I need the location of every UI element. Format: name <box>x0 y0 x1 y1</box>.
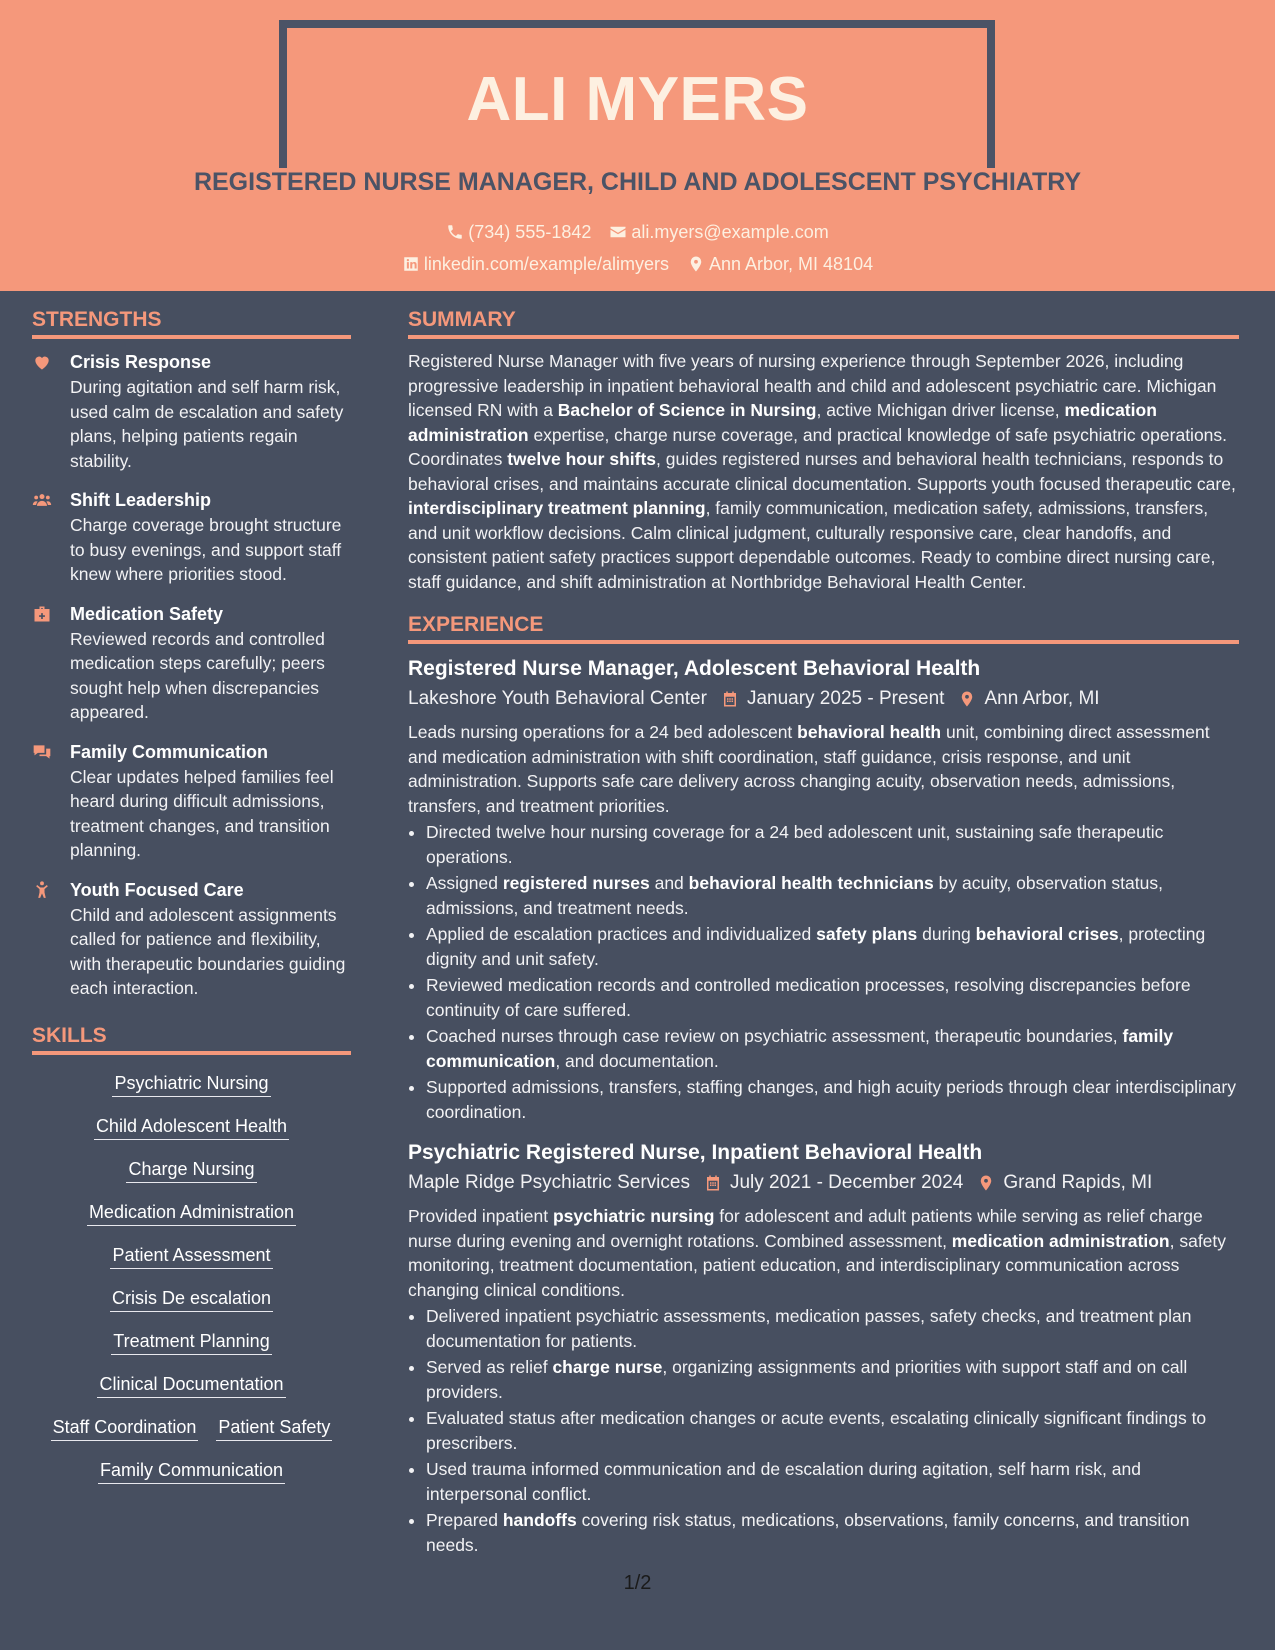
emphasis-text: behavioral crises <box>975 924 1119 944</box>
text-segment: , protecting dignity and unit safety. <box>426 924 1206 969</box>
emphasis-text: psychiatric nursing <box>552 1206 715 1226</box>
emphasis-text: behavioral health <box>797 722 942 742</box>
skill-tag: Staff Coordination <box>51 1415 199 1441</box>
job-description <box>408 720 1239 818</box>
text-segment: Applied de escalation practices and individualized <box>426 924 817 944</box>
page-number: 1/2 <box>623 1572 652 1594</box>
email-contact[interactable] <box>609 220 828 244</box>
job-bullet <box>426 1508 1239 1557</box>
strength-name: Youth Focused Care <box>70 879 244 900</box>
text-segment: unit, combining direct assessment and medication administration with shift coordination, staff guidance, crisis response, and unit administration. Supports safe care delivery across changing acuity, observation needs, admissions, transfers, and treatment priorities. <box>408 722 1210 816</box>
job-bullet <box>426 1075 1239 1124</box>
calendar-icon <box>721 690 739 708</box>
skill-tag: Treatment Planning <box>111 1329 271 1355</box>
strength-item <box>32 349 351 473</box>
text-segment: , guides registered nurses and behavioral health technicians, responds to behavioral crises, and maintains accurate clinical documentation. Supports youth focused therapeutic care, <box>408 449 1236 494</box>
job-entry <box>408 654 1239 1124</box>
chat-icon <box>32 739 70 863</box>
strength-name: Medication Safety <box>70 603 224 624</box>
text-segment: Provided inpatient <box>408 1206 553 1226</box>
job-bullet <box>426 871 1239 920</box>
skill-row <box>32 1200 351 1226</box>
job-bullets <box>408 1304 1239 1557</box>
job-bullet <box>426 1024 1239 1073</box>
phone-icon <box>446 223 464 241</box>
emphasis-text: twelve hour shifts <box>507 449 657 469</box>
job-meta <box>408 684 1239 714</box>
text-segment: , active Michigan driver license, <box>816 400 1065 420</box>
medkit-icon <box>32 601 70 725</box>
dates-text: July 2021 - December 2024 <box>729 1172 964 1193</box>
strength-description: Child and adolescent assignments called for patience and flexibility, with therapeutic boundaries guiding each interaction. <box>70 904 346 998</box>
emphasis-text: medication administration <box>951 1230 1170 1251</box>
emphasis-text: handoffs <box>502 1510 577 1530</box>
strength-description: Reviewed records and controlled medication steps carefully; peers sought help when discrepancies appeared. <box>70 628 325 722</box>
text-segment: for adolescent and adult patients while serving as relief charge nurse during evening and overnight rotations. Combined assessment, <box>408 1206 1203 1251</box>
text-segment: Delivered inpatient psychiatric assessments, medication passes, safety checks, and treatment plan documentation for patients. <box>426 1306 1192 1351</box>
job-company <box>408 684 707 714</box>
text-segment: Prepared <box>426 1510 503 1530</box>
location-text: Ann Arbor, MI 48104 <box>708 254 874 274</box>
job-description <box>408 1204 1239 1302</box>
emphasis-text: interdisciplinary treatment planning <box>408 498 706 518</box>
skill-row <box>32 1157 351 1183</box>
job-bullet <box>426 1304 1239 1353</box>
text-segment: Registered Nurse Manager with five years of nursing experience through September 2026, including progressive leadership in inpatient behavioral health and child and adolescent psychiatric care. Michigan licensed RN with a <box>408 351 1217 420</box>
strength-description: During agitation and self harm risk, used calm de escalation and safety plans, helping patients regain stability. <box>70 377 344 471</box>
text-segment: Assigned <box>426 873 503 893</box>
skill-tag: Clinical Documentation <box>97 1372 285 1398</box>
text-segment: during <box>917 924 976 944</box>
text-segment: Supported admissions, transfers, staffing changes, and high acuity periods through clear interdisciplinary coordination. <box>426 1077 1236 1122</box>
emphasis-text: family communication <box>426 1026 1174 1071</box>
job-location <box>977 1168 1152 1198</box>
job-location <box>958 684 1099 714</box>
strength-description: Charge coverage brought structure to busy evenings, and support staff knew where priorities stood. <box>70 515 342 584</box>
contact-line-1 <box>0 220 1275 244</box>
calendar-icon <box>704 1174 722 1192</box>
strength-item <box>32 877 351 1001</box>
left-column <box>32 305 351 1501</box>
company-name: Lakeshore Youth Behavioral Center <box>408 688 707 709</box>
emphasis-text: Bachelor of Science in Nursing <box>557 400 817 420</box>
strength-description: Clear updates helped families feel heard during difficult admissions, treatment changes, and transition planning. <box>70 766 334 860</box>
text-segment: by acuity, observation status, admissions, and treatment needs. <box>426 873 1163 918</box>
emphasis-text: charge nurse <box>552 1357 663 1377</box>
text-segment: Used trauma informed communication and de escalation during agitation, self harm risk, and interpersonal conflict. <box>426 1459 1141 1504</box>
strength-name: Family Communication <box>70 741 269 762</box>
skill-row <box>32 1458 351 1484</box>
job-bullets <box>408 820 1239 1124</box>
text-segment: Served as relief <box>426 1357 553 1377</box>
experience-title: EXPERIENCE <box>408 610 1239 644</box>
skill-tag: Crisis De escalation <box>110 1286 273 1312</box>
job-dates <box>704 1168 963 1198</box>
job-bullet <box>426 1457 1239 1506</box>
strengths-list <box>32 349 351 1001</box>
skill-tag: Psychiatric Nursing <box>112 1071 270 1097</box>
skill-row <box>32 1372 351 1398</box>
strengths-title: STRENGTHS <box>32 305 351 339</box>
strength-item <box>32 739 351 863</box>
skill-tag: Medication Administration <box>87 1200 296 1226</box>
job-dates <box>721 684 945 714</box>
text-segment: and <box>649 873 689 893</box>
skill-row <box>32 1114 351 1140</box>
text-segment: covering risk status, medications, observations, family concerns, and transition needs. <box>426 1510 1190 1555</box>
emphasis-text: safety plans <box>816 924 918 944</box>
text-segment: , and documentation. <box>555 1050 719 1071</box>
phone-contact[interactable] <box>446 220 591 244</box>
skill-tag: Patient Assessment <box>110 1243 272 1269</box>
skill-row <box>32 1286 351 1312</box>
job-role: Registered Nurse Manager, Adolescent Behavioral Health <box>408 657 981 680</box>
text-segment: , organizing assignments and priorities with support staff and on call providers. <box>426 1357 1188 1402</box>
strength-name: Crisis Response <box>70 352 212 372</box>
skills-list <box>32 1065 351 1484</box>
email-text: ali.myers@example.com <box>631 222 829 242</box>
text-segment: expertise, charge nurse coverage, and practical knowledge of safe psychiatric operations. Coordinates <box>408 424 1228 469</box>
linkedin-contact[interactable] <box>402 252 669 276</box>
skill-row <box>32 1415 351 1441</box>
text-segment: Leads nursing operations for a 24 bed adolescent <box>408 722 798 742</box>
skills-title: SKILLS <box>32 1021 351 1055</box>
dates-text: January 2025 - Present <box>746 688 945 709</box>
map-pin-icon <box>977 1174 995 1192</box>
envelope-icon <box>609 223 627 241</box>
job-bullet <box>426 1406 1239 1455</box>
phone-text: (734) 555-1842 <box>468 222 592 242</box>
job-company <box>408 1168 690 1198</box>
skill-tag: Charge Nursing <box>126 1157 256 1183</box>
job-bullet <box>426 1355 1239 1404</box>
job-title: REGISTERED NURSE MANAGER, CHILD AND ADOLESCENT PSYCHIATRY <box>193 168 1082 196</box>
emphasis-text: registered nurses <box>502 873 650 893</box>
company-name: Maple Ridge Psychiatric Services <box>408 1172 690 1193</box>
users-icon <box>32 487 70 587</box>
heart-icon <box>32 349 70 473</box>
strength-name: Shift Leadership <box>70 490 212 510</box>
skill-row <box>32 1329 351 1355</box>
text-segment: Evaluated status after medication changes or acute events, escalating clinically significant findings to prescribers. <box>426 1408 1207 1453</box>
job-role: Psychiatric Registered Nurse, Inpatient Behavioral Health <box>408 1141 983 1164</box>
summary-text <box>408 349 1239 594</box>
right-column <box>408 305 1239 1571</box>
emphasis-text: medication administration <box>408 400 1157 445</box>
text-segment: , safety monitoring, treatment documentation, patient education, and interdisciplinary communication across changing clinical conditions. <box>408 1230 1227 1300</box>
skill-tag: Child Adolescent Health <box>94 1114 289 1140</box>
job-bullet <box>426 820 1239 869</box>
job-entry <box>408 1138 1239 1557</box>
job-bullet <box>426 922 1239 971</box>
strength-item <box>32 601 351 725</box>
location-text: Grand Rapids, MI <box>1003 1172 1153 1193</box>
candidate-name: ALI MYERS <box>466 65 809 134</box>
text-segment: Reviewed medication records and controlled medication processes, resolving discrepancies before continuity of care suffered. <box>426 975 1191 1020</box>
map-pin-icon <box>958 690 976 708</box>
location-text: Ann Arbor, MI <box>984 688 1100 709</box>
contact-line-2 <box>0 252 1275 276</box>
emphasis-text: behavioral health technicians <box>688 873 934 893</box>
skill-tag: Patient Safety <box>216 1415 332 1441</box>
skill-row <box>32 1243 351 1269</box>
location-contact <box>687 252 873 276</box>
strength-item <box>32 487 351 587</box>
text-segment: Coached nurses through case review on psychiatric assessment, therapeutic boundaries, <box>426 1026 1123 1046</box>
skill-row <box>32 1071 351 1097</box>
job-bullet <box>426 973 1239 1022</box>
job-meta <box>408 1168 1239 1198</box>
linkedin-text: linkedin.com/example/alimyers <box>423 254 669 274</box>
experience-list <box>408 654 1239 1557</box>
resume-header <box>0 0 1275 291</box>
map-pin-icon <box>687 255 705 273</box>
text-segment: , family communication, medication safety, admissions, transfers, and unit workflow decisions. Calm clinical judgment, culturally responsive care, clear handoffs, and consistent patient safety practices support dependable outcomes. Ready to combine direct nursing care, staff guidance, and shift administration at Northbridge Behavioral Health Center. <box>408 498 1216 592</box>
skill-tag: Family Communication <box>98 1458 285 1484</box>
summary-title: SUMMARY <box>408 305 1239 339</box>
child-icon <box>32 877 70 1001</box>
text-segment: Directed twelve hour nursing coverage for a 24 bed adolescent unit, sustaining safe therapeutic operations. <box>426 822 1164 867</box>
linkedin-icon <box>402 255 420 273</box>
